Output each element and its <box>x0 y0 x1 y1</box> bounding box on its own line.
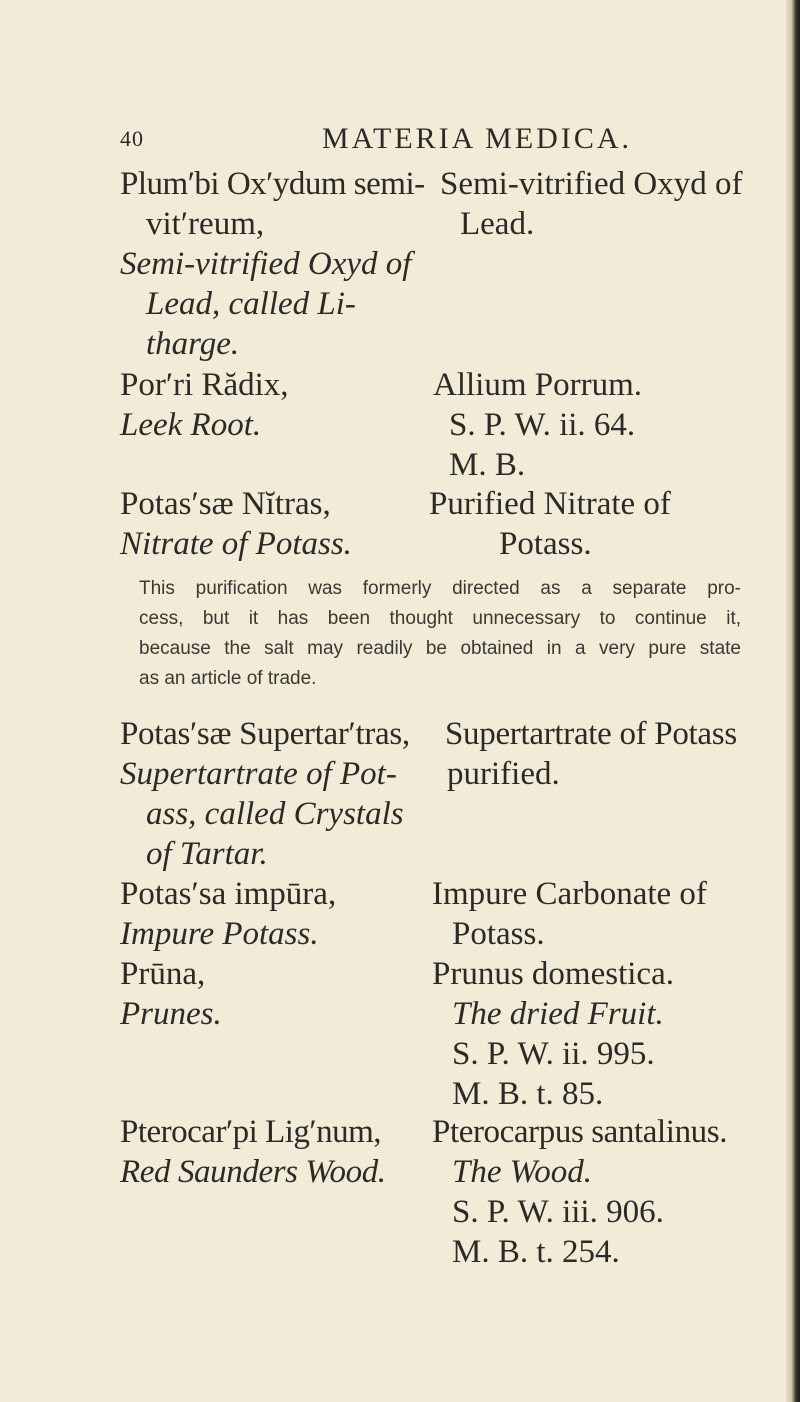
note-line: cess, but it has been thought unnecessary to continue it, <box>139 608 741 629</box>
english-name: Prunes. <box>120 996 222 1032</box>
part-used: The Wood. <box>452 1154 592 1190</box>
entry-right <box>429 484 789 564</box>
botanical-name: Prunus domestica. <box>432 956 674 992</box>
english-name: Nitrate of Potass. <box>120 526 352 562</box>
description-cont: Potass. <box>452 916 545 952</box>
latin-name: Plum′bi Ox′ydum semi- <box>120 166 425 202</box>
entry-left <box>120 1112 430 1192</box>
english-name: Semi-vitrified Oxyd of <box>120 246 412 282</box>
entry-left <box>120 365 430 445</box>
reference: M. B. <box>449 447 526 483</box>
reference: M. B. t. 85. <box>452 1076 604 1112</box>
page-number: 40 <box>120 126 144 151</box>
entry-right <box>440 164 800 244</box>
description-cont: Lead. <box>460 206 535 242</box>
running-head: MATERIA MEDICA. <box>322 122 633 155</box>
entry-right <box>429 365 789 485</box>
entry-left <box>120 954 430 1034</box>
note-line: because the salt may readily be obtained in a very pure state <box>139 638 741 659</box>
botanical-name: Pterocarpus santalinus. <box>432 1114 728 1150</box>
latin-name: Por′ri Rădix, <box>120 367 289 403</box>
latin-name: Potas′sæ Nĭtras, <box>120 486 331 522</box>
botanical-name: Allium Porrum. <box>433 367 643 403</box>
english-name-cont: of Tartar. <box>146 836 268 872</box>
english-name-cont: Lead, called Li- <box>146 286 356 322</box>
english-name: Leek Root. <box>120 407 262 443</box>
latin-name: Potas′sæ Supertar′tras, <box>120 716 410 752</box>
description: Supertartrate of Potass <box>445 716 737 752</box>
description-cont: Potass. <box>499 526 592 562</box>
latin-name: Potas′sa impūra, <box>120 876 337 912</box>
reference: S. P. W. iii. 906. <box>452 1194 664 1230</box>
description-cont: purified. <box>447 756 560 792</box>
description: Purified Nitrate of <box>429 486 671 522</box>
entry-right <box>432 954 792 1114</box>
english-name-cont: ass, called Crystals <box>146 796 404 832</box>
english-name: Supertartrate of Pot- <box>120 756 397 792</box>
page-header <box>0 122 786 162</box>
description: Impure Carbonate of <box>432 876 707 912</box>
description: Semi-vitrified Oxyd of <box>440 166 743 202</box>
entry-left <box>120 874 430 954</box>
entry-right <box>445 714 800 794</box>
english-name: Red Saunders Wood. <box>120 1154 386 1190</box>
latin-name-cont: vit′reum, <box>146 206 265 242</box>
reference: S. P. W. ii. 64. <box>449 407 636 443</box>
latin-name: Prūna, <box>120 956 206 992</box>
entry-left <box>120 164 430 364</box>
note-line: This purification was formerly directed as a separate pro- <box>139 578 741 599</box>
note-line: as an article of trade. <box>139 668 317 689</box>
part-used: The dried Fruit. <box>452 996 664 1032</box>
footnote <box>139 574 741 694</box>
latin-name: Pterocar′pi Lig′num, <box>120 1114 382 1150</box>
entry-right <box>432 1112 792 1272</box>
english-name-cont: tharge. <box>146 326 240 362</box>
english-name: Impure Potass. <box>120 916 319 952</box>
entry-right <box>432 874 792 954</box>
reference: S. P. W. ii. 995. <box>452 1036 655 1072</box>
entry-left <box>120 484 430 564</box>
reference: M. B. t. 254. <box>452 1234 620 1270</box>
entry-left <box>120 714 430 874</box>
